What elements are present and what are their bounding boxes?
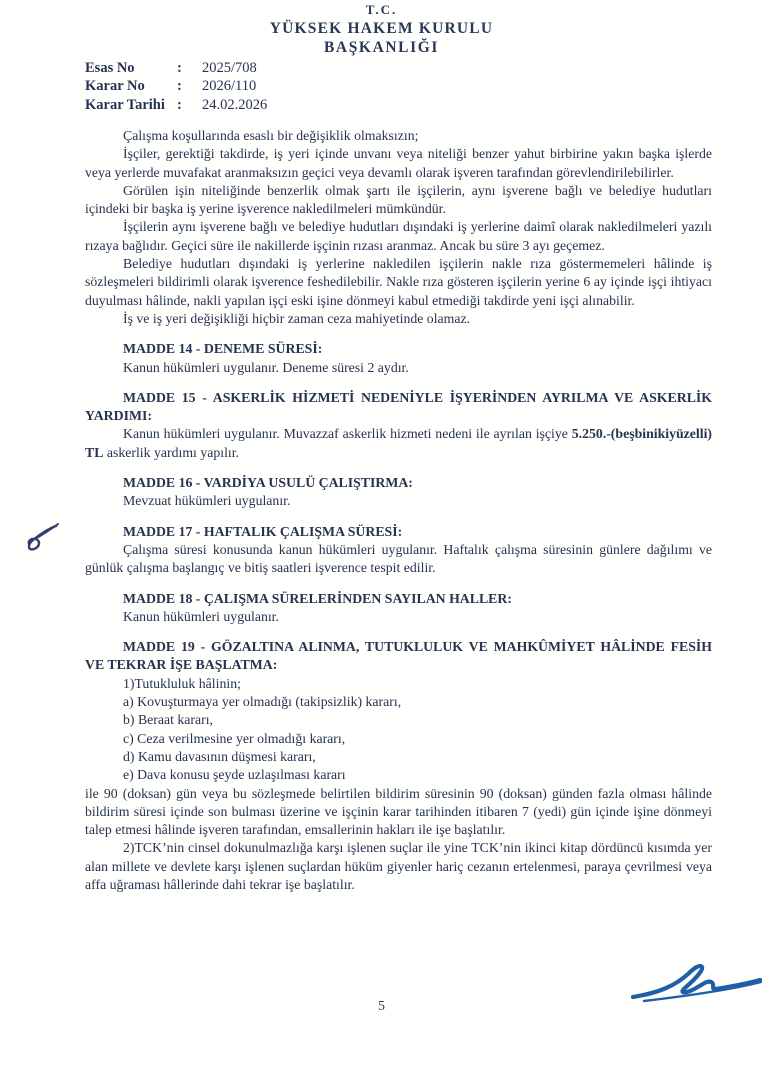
paragraph: Kanun hükümleri uygulanır. Deneme süresi 2 aydır. xyxy=(123,359,409,375)
case-value: 2025/708 xyxy=(202,60,257,76)
paraph-initial-icon xyxy=(20,520,62,558)
case-label: Karar Tarihi xyxy=(85,96,165,113)
case-value: 24.02.2026 xyxy=(202,96,268,113)
case-row-karar-no xyxy=(85,77,267,95)
intro-paragraphs xyxy=(85,127,712,328)
paragraph: Görülen işin niteliğinde benzerlik olmak şartı ile işçilerin, aynı işverene bağlı ve belediye hudutları içindeki bir başka iş yerine işverence nakledilmeleri mümkündür. xyxy=(85,182,712,217)
article-heading: MADDE 16 - VARDİYA USULÜ ÇALIŞTIRMA: xyxy=(123,475,413,491)
paragraph: ile 90 (doksan) gün veya bu sözleşmede belirtilen bildirim süresinin 90 (doksan) günden fazla olması hâlinde bildirim süresi içinde son bulması üzerine ve işçinin karar tarihinden itibaren 7 (yedi) gün içinde işine dönmeyi talep etmesi hâlinde işveren tarafından, emsallerinin hakları ile işe başlatılır. xyxy=(85,785,712,838)
page-number: 5 xyxy=(378,999,385,1014)
article xyxy=(85,590,712,627)
case-separator: : xyxy=(177,96,182,113)
paragraph: İşçiler, gerektiği takdirde, iş yeri içinde unvanı veya niteliği benzer yahut birbirine yakın başka işlerde veya yerlerde muvafakat aranmaksızın geçici veya devamlı olarak işveren tarafından görevlendirilebilirler. xyxy=(85,146,712,180)
case-value: 2026/110 xyxy=(202,78,257,95)
paragraph: Belediye hudutları dışındaki iş yerlerine nakledilen işçilerin nakle rıza göstermemeleri hâlinde iş sözleşmeleri bildirimli olarak işverence feshedilebilir. Nakle rıza gösteren işçilerin yerine 6 ay içinde işçi ihtiyacı duyulması hâlinde, nakli yapılan işçi eski işine dönmeyi kabul etmediği takdirde yeni işçi alınabilir. xyxy=(85,256,712,308)
article-heading: MADDE 15 - ASKERLİK HİZMETİ NEDENİYLE İŞYERİNDEN AYRILMA VE ASKERLİK YARDIMI: xyxy=(85,389,712,424)
case-label: Esas No xyxy=(85,60,135,76)
case-separator: : xyxy=(177,78,182,95)
paragraph: Kanun hükümleri uygulanır. xyxy=(123,608,279,624)
letterhead xyxy=(0,1,763,57)
article xyxy=(85,340,712,377)
paragraph: Çalışma süresi konusunda kanun hükümleri uygulanır. Haftalık çalışma süresinin günlere dağılımı ve günlük çalışma başlangıç ve bitiş saatleri işverence tespit edilir. xyxy=(85,541,712,576)
article-heading: MADDE 18 - ÇALIŞMA SÜRELERİNDEN SAYILAN HALLER: xyxy=(123,590,512,606)
paragraph: Kanun hükümleri uygulanır. Muvazzaf askerlik hizmeti nedeni ile ayrılan işçiye 5.250.-(beşbinikiyüzelli) TL askerlik yardımı yapılır. xyxy=(85,426,712,460)
republic-abbr: T.C. xyxy=(365,2,398,17)
article xyxy=(85,638,712,894)
articles xyxy=(85,340,712,894)
list-item: c) Ceza verilmesine yer olmadığı kararı, xyxy=(123,730,346,746)
article-heading: MADDE 14 - DENEME SÜRESİ: xyxy=(123,341,323,357)
list-item: b) Beraat kararı, xyxy=(123,712,214,728)
document-body xyxy=(85,127,712,894)
paragraph: 2)TCK’nin cinsel dokunulmazlığa karşı işlenen suçlar ile yine TCK’nin ikinci kitap dördüncü kısımda yer alan millete ve devlete karşı işlenen suçlardan hüküm giyenler hariç cezanın ertelenmesi, paraya çevrilmesi veya affa uğraması hâllerinde dahi tekrar işe başlatılır. xyxy=(85,840,712,892)
paragraph: İş ve iş yeri değişikliği hiçbir zaman ceza mahiyetinde olamaz. xyxy=(123,310,471,326)
article xyxy=(85,474,712,511)
article-heading: MADDE 19 - GÖZALTINA ALINMA, TUTUKLULUK VE MAHKÛMİYET HÂLİNDE FESİH VE TEKRAR İŞE BAŞLATMA: xyxy=(85,639,712,673)
list-item: e) Dava konusu şeyde uzlaşılması kararı xyxy=(123,767,346,783)
department-name: BAŞKANLIĞI xyxy=(323,39,440,56)
article xyxy=(85,389,712,462)
case-separator: : xyxy=(177,60,182,76)
list-item: a) Kovuşturmaya yer olmadığı (takipsizlik) kararı, xyxy=(123,694,402,710)
paragraph: Çalışma koşullarında esaslı bir değişiklik olmaksızın; xyxy=(123,128,419,143)
case-row-esas-no xyxy=(85,59,267,77)
institution-name: YÜKSEK HAKEM KURULU xyxy=(269,20,494,37)
article xyxy=(85,523,712,578)
case-label: Karar No xyxy=(85,78,145,95)
article-heading: MADDE 17 - HAFTALIK ÇALIŞMA SÜRESİ: xyxy=(123,523,403,539)
case-info-block xyxy=(85,59,267,114)
list-item: d) Kamu davasının düşmesi kararı, xyxy=(123,748,316,764)
list-item: 1)Tutukluluk hâlinin; xyxy=(123,675,241,691)
paragraph: İşçilerin aynı işverene bağlı ve belediye hudutları dışındaki iş yerlerine daimî olarak nakledilmeleri yazılı rızaya bağlıdır. Geçici süre ile nakillerde işçinin rızası aranmaz. Ancak bu süre 3 ayı geçemez. xyxy=(85,219,712,253)
paragraph: Mevzuat hükümleri uygulanır. xyxy=(123,493,291,509)
case-row-karar-tarihi xyxy=(85,96,267,114)
